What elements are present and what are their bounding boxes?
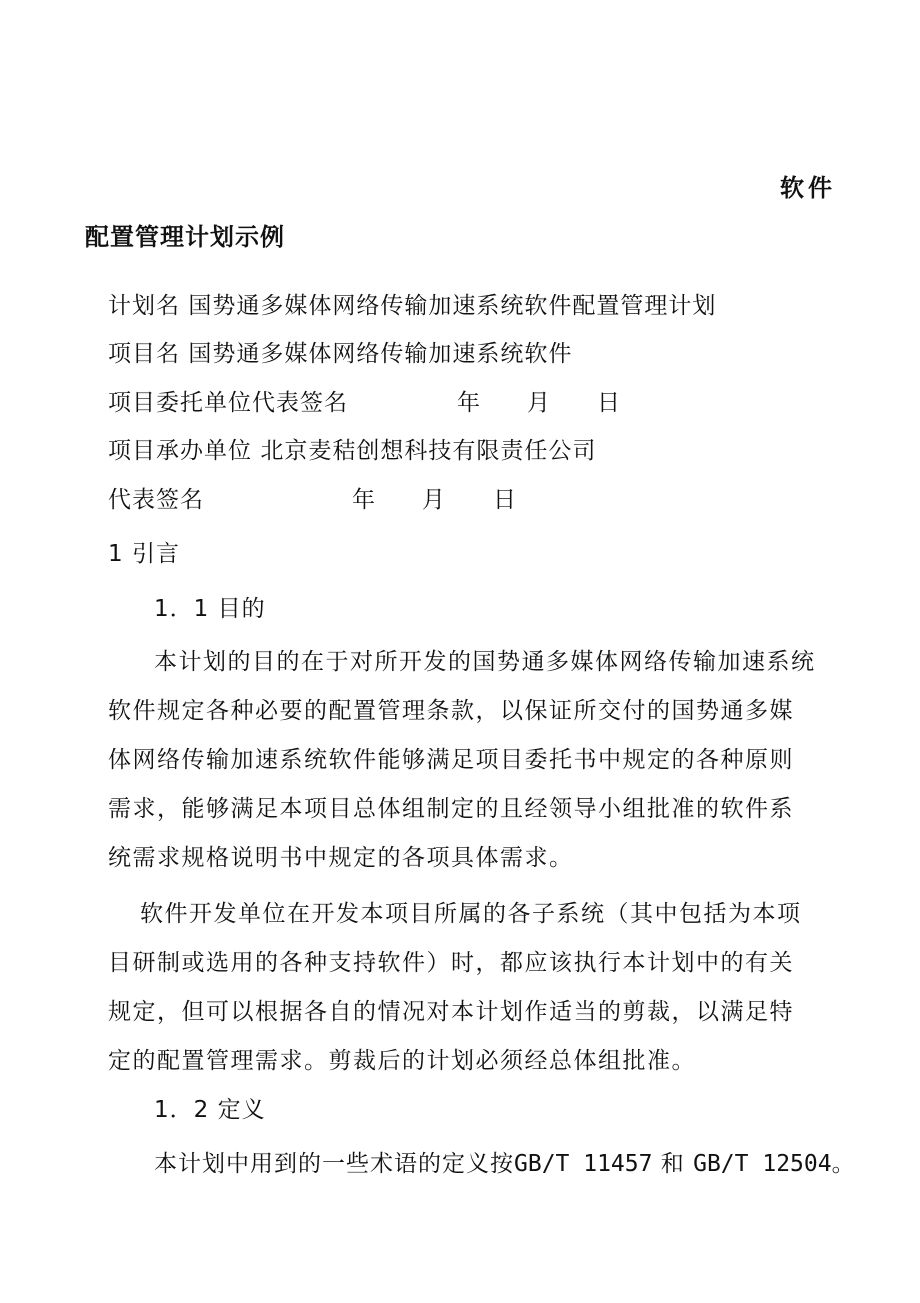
- client-signature-label: 项目委托单位代表签名: [108, 390, 348, 416]
- section-1-1-paragraph-2: 软件开发单位在开发本项目所属的各子系统（其中包括为本项目研制或选用的各种支持软件）时，都应该执行本计划中的有关规定，但可以根据各自的情况对本计划作适当的剪裁，以满足特定的配置管理需求。剪裁后的计划必须经总体组批准。: [108, 901, 802, 1074]
- section-1-2-heading: 1．2 定义: [154, 1097, 266, 1123]
- rep-signature-label: 代表签名: [108, 487, 204, 513]
- contractor-value: 北京麦秸创想科技有限责任公司: [260, 438, 597, 464]
- contractor-label: 项目承办单位: [108, 438, 252, 464]
- section-1-1-paragraph-1: 本计划的目的在于对所开发的国势通多媒体网络传输加速系统软件规定各种必要的配置管理条款，以保证所交付的国势通多媒体网络传输加速系统软件能够满足项目委托书中规定的各种原则需求，能够满足本项目总体组制定的且经领导小组批准的软件系统需求规格说明书中规定的各项具体需求。: [108, 649, 816, 871]
- section-1-2-paragraph-1: [154, 1149, 856, 1179]
- standard-ref-1: GB/T 11457: [514, 1151, 653, 1177]
- document-title-part2: 配置管理计划示例: [85, 223, 285, 251]
- project-name-label: 项目名: [108, 341, 180, 367]
- standard-ref-2: GB/T 12504: [693, 1151, 832, 1177]
- section-1-1-heading: 1．1 目的: [154, 596, 266, 622]
- rep-sign-month: 月: [422, 487, 445, 513]
- rep-sign-year: 年: [352, 487, 375, 513]
- plan-name-label: 计划名: [108, 293, 180, 319]
- project-name-value: 国势通多媒体网络传输加速系统软件: [188, 341, 573, 367]
- client-sign-day: 日: [597, 390, 620, 416]
- client-sign-month: 月: [527, 390, 550, 416]
- client-sign-year: 年: [457, 390, 480, 416]
- project-name-row: [108, 339, 572, 369]
- definition-text-end: 。: [831, 1151, 856, 1177]
- contractor-row: [108, 436, 596, 466]
- definition-text-and: 和: [660, 1151, 685, 1177]
- plan-name-row: [108, 291, 716, 321]
- rep-sign-day: 日: [493, 487, 516, 513]
- plan-name-value: 国势通多媒体网络传输加速系统软件配置管理计划: [188, 293, 717, 319]
- section-1-heading: 1 引言: [108, 541, 180, 567]
- document-title-part1: 软件: [780, 174, 836, 202]
- definition-text-prefix: 本计划中用到的一些术语的定义按: [154, 1151, 514, 1177]
